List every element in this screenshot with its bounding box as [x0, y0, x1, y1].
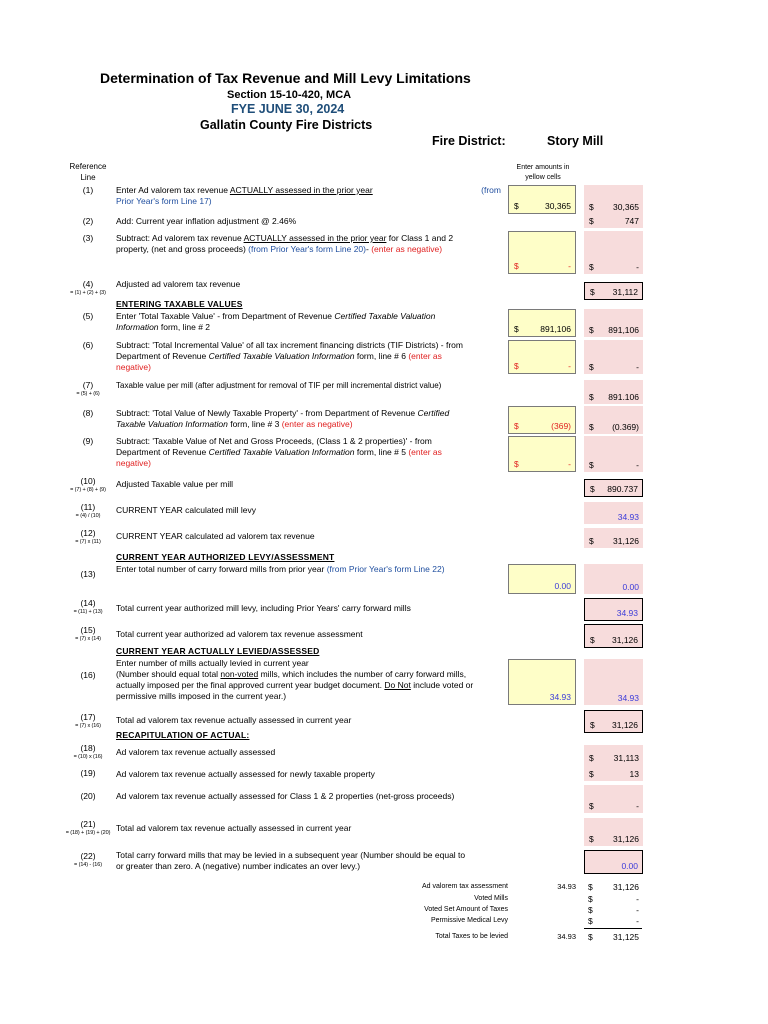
summary-mills: 34.93: [557, 882, 576, 891]
ref-line-18: (18) = (10) x (16): [73, 743, 103, 760]
line-7-value: $ 891.106: [584, 380, 643, 404]
ref-line-20: (20): [80, 791, 96, 801]
ref-line-16: (16): [80, 670, 96, 680]
ref-line-6: (6): [82, 340, 94, 350]
line-16-input[interactable]: 34.93: [508, 659, 576, 705]
ref-line-13: (13): [80, 569, 96, 579]
line-22-description: Total carry forward mills that may be levied in a subsequent year (Number should be equal to or greater than zero. A (negative) number indicates an over levy.): [116, 850, 466, 871]
line-11-description: CURRENT YEAR calculated mill levy: [116, 505, 256, 515]
form-title: Determination of Tax Revenue and Mill Levy Limitations: [100, 70, 471, 86]
line-1-value: $ 30,365: [584, 185, 643, 214]
line-21-value: $ 31,126: [584, 818, 643, 846]
line-8-value: $ (0.369): [584, 406, 643, 434]
summary-dollar: $: [588, 905, 593, 915]
line-2-value: $ 747: [584, 214, 643, 228]
line-1-description: Enter Ad valorem tax revenue ACTUALLY assessed in the prior year (from Prior Year's form Line 17): [116, 185, 501, 206]
ref-line-15: (15) = (7) x (14): [75, 625, 101, 642]
ref-line-8: (8): [82, 408, 94, 418]
entering-taxable-values-header: ENTERING TAXABLE VALUES: [116, 299, 243, 309]
line-20-value: $ -: [584, 785, 643, 813]
line-6-value: $ -: [584, 340, 643, 374]
line-12-description: CURRENT YEAR calculated ad valorem tax revenue: [116, 531, 315, 541]
ref-line-21: (21) = (18) + (19) + (20): [65, 819, 111, 836]
fiscal-year: FYE JUNE 30, 2024: [231, 102, 345, 116]
recapitulation-header: RECAPITULATION OF ACTUAL:: [116, 730, 250, 740]
ref-line-11: (11) = (4) / (10): [75, 502, 101, 519]
line-13-description: Enter total number of carry forward mills from prior year (from Prior Year's form Line 22): [116, 564, 445, 574]
ref-line-22: (22) = (14) - (16): [74, 851, 102, 868]
line-10-description: Adjusted Taxable value per mill: [116, 479, 234, 489]
district-name: Story Mill: [547, 134, 604, 148]
line-9-input[interactable]: $ -: [508, 436, 576, 472]
ref-line-5: (5): [82, 311, 94, 321]
district-label: Fire District:: [432, 134, 506, 148]
ref-line-17: (17) = (7) x (16): [75, 712, 101, 729]
line-8-description: Subtract: 'Total Value of Newly Taxable Property' - from Department of Revenue Certified Taxable Valuation Information form, line # 3 (enter as negative): [116, 408, 450, 429]
line-12-value: $ 31,126: [584, 528, 643, 548]
ref-line-19: (19): [80, 768, 96, 778]
ref-line-14: (14) = (11) + (13): [73, 598, 103, 615]
line-13-input[interactable]: 0.00: [508, 564, 576, 594]
line-13-value: 0.00: [584, 564, 643, 594]
summary-label: Ad valorem tax assessment: [422, 883, 508, 890]
line-6-description: Subtract: 'Total Incremental Value' of all tax increment financing districts (TIF Districts) - from Department of Revenue Certified Taxable Valuation Information form, line # 6 (enter as negative): [116, 340, 463, 372]
line-14-description: Total current year authorized mill levy, including Prior Years' carry forward mills: [116, 603, 411, 613]
line-14-value: 34.93: [584, 598, 643, 621]
summary-value: -: [636, 916, 639, 926]
line-15-value: $ 31,126: [584, 624, 643, 648]
line-22-value: 0.00: [584, 850, 643, 874]
ref-line-2: (2): [82, 216, 94, 226]
line-6-input[interactable]: $ -: [508, 340, 576, 374]
reference-line-header: Reference Line: [69, 162, 107, 182]
line-11-value: 34.93: [584, 502, 643, 524]
summary-value: 31,126: [613, 882, 639, 892]
line-5-value: $ 891,106: [584, 309, 643, 337]
ref-line-7: (7) = (5) + (6): [76, 380, 100, 397]
line-10-value: $ 890.737: [584, 479, 643, 497]
summary-label: Permissive Medical Levy: [430, 917, 508, 924]
line-5-description: Enter 'Total Taxable Value' - from Department of Revenue Certified Taxable Valuation Information form, line # 2: [116, 311, 436, 332]
summary-total-value: 31,125: [613, 932, 639, 942]
line-17-value: $ 31,126: [584, 710, 643, 733]
line-3-input[interactable]: $ -: [508, 231, 576, 274]
line-4-description: Adjusted ad valorem tax revenue: [116, 279, 241, 289]
summary-total-mills: 34.93: [557, 932, 576, 941]
ref-line-3: (3): [82, 233, 94, 243]
line-2-description: Add: Current year inflation adjustment @ 2.46%: [116, 216, 297, 226]
line-5-input[interactable]: $ 891,106: [508, 309, 576, 337]
county-name: Gallatin County Fire Districts: [200, 118, 373, 132]
line-16-description: Enter number of mills actually levied in current year (Number should equal total non-voted mills, which includes the number of carry forward mills, actually imposed per the final approved current year budget document. Do Not include voted or permissive mills imposed in the current year.): [116, 658, 474, 701]
ref-line-4: (4) = (1) + (2) + (3): [70, 279, 106, 296]
summary-value: -: [636, 894, 639, 904]
ref-line-10: (10) = (7) + (8) + (9): [70, 476, 106, 493]
summary-label: Voted Mills: [474, 895, 508, 902]
summary-divider: [584, 928, 642, 929]
line-18-description: Ad valorem tax revenue actually assessed: [116, 747, 276, 757]
line-3-description: Subtract: Ad valorem tax revenue ACTUALLY assessed in the prior year for Class 1 and 2 property, (net and gross proceeds) (from Prior Year's form Line 20)- (enter as negative): [116, 233, 454, 254]
summary-total-label: Total Taxes to be levied: [435, 933, 508, 940]
line-9-description: Subtract: 'Taxable Value of Net and Gross Proceeds, (Class 1 & 2 properties)' - from Department of Revenue Certified Taxable Valuation Information form, line # 5 (enter as negative): [116, 436, 442, 468]
line-4-value: $ 31,112: [584, 282, 643, 300]
line-1-input[interactable]: $ 30,365: [508, 185, 576, 214]
summary-dollar: $: [588, 916, 593, 926]
line-7-description: Taxable value per mill (after adjustment for removal of TIF per mill incremental district value): [116, 381, 442, 390]
ref-line-12: (12) = (7) x (11): [75, 528, 101, 545]
line-15-description: Total current year authorized ad valorem tax revenue assessment: [116, 629, 363, 639]
ref-line-1: (1): [82, 185, 94, 195]
summary-label: Voted Set Amount of Taxes: [424, 906, 508, 913]
line-19-description: Ad valorem tax revenue actually assessed for newly taxable property: [116, 769, 375, 779]
summary-dollar: $: [588, 894, 593, 904]
ref-line-9: (9): [82, 436, 94, 446]
line-18-value: $ 31,113: [584, 745, 643, 765]
summary-dollar: $: [588, 882, 593, 892]
actually-levied-header: CURRENT YEAR ACTUALLY LEVIED/ASSESSED: [116, 646, 320, 656]
line-8-input[interactable]: $ (369): [508, 406, 576, 434]
line-9-value: $ -: [584, 436, 643, 472]
line-19-value: $ 13: [584, 765, 643, 781]
statute-reference: Section 15-10-420, MCA: [227, 89, 352, 101]
yellow-cells-note: Enter amounts in yellow cells: [516, 164, 570, 181]
line-3-value: $ -: [584, 231, 643, 274]
summary-value: -: [636, 905, 639, 915]
line-21-description: Total ad valorem tax revenue actually assessed in current year: [116, 823, 352, 833]
summary-total-dollar: $: [588, 932, 593, 942]
line-16-value: 34.93: [584, 659, 643, 705]
line-17-description: Total ad valorem tax revenue actually assessed in current year: [116, 715, 352, 725]
line-20-description: Ad valorem tax revenue actually assessed for Class 1 & 2 properties (net-gross proceeds): [116, 791, 455, 801]
authorized-levy-header: CURRENT YEAR AUTHORIZED LEVY/ASSESSMENT: [116, 552, 335, 562]
